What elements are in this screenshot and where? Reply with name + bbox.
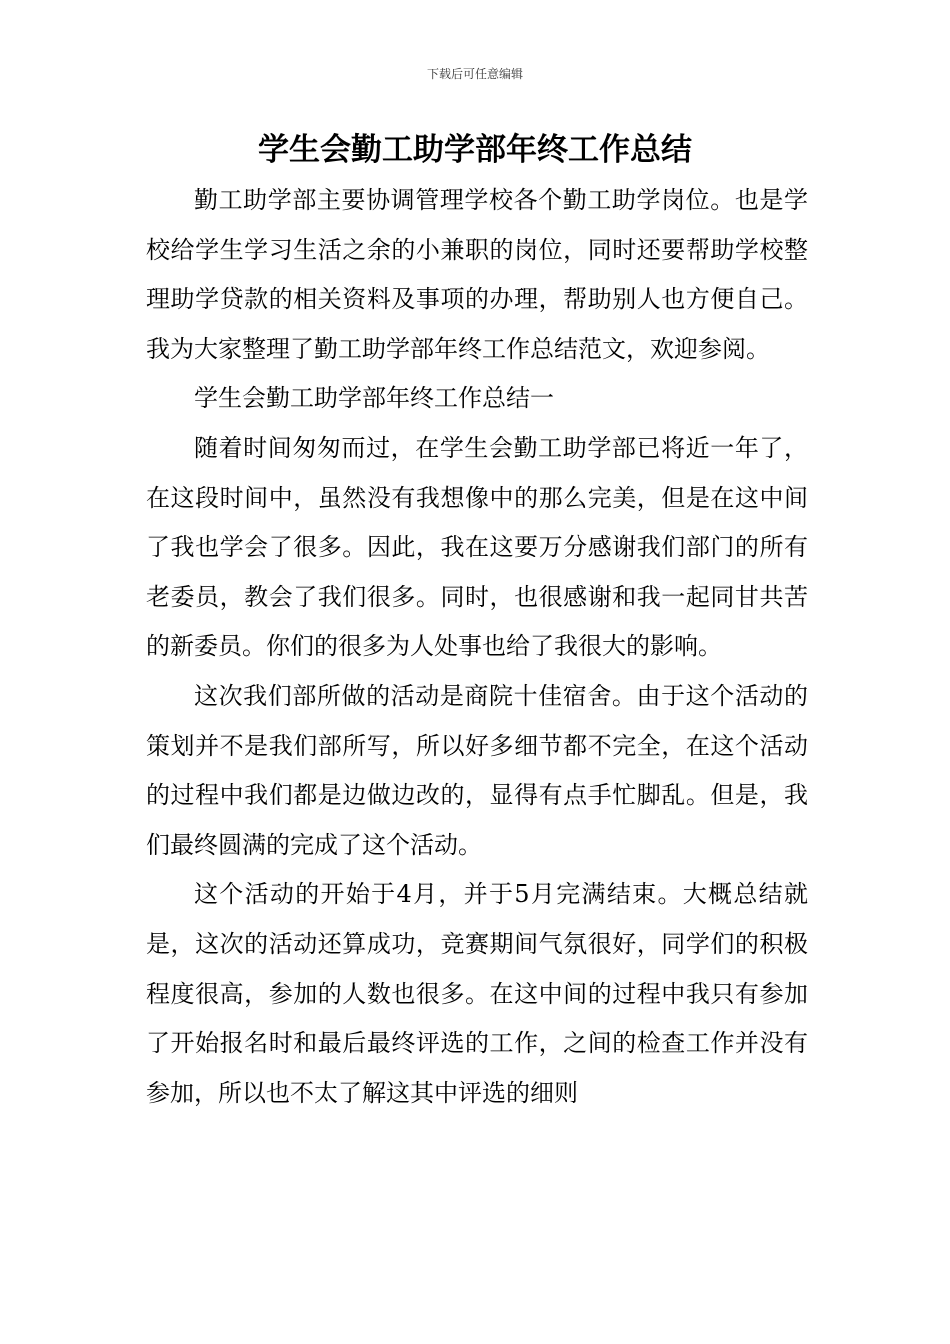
paragraph-intro: 勤工助学部主要协调管理学校各个勤工助学岗位。也是学校给学生学习生活之余的小兼职的岗位，同时还要帮助学校整理助学贷款的相关资料及事项的办理，帮助别人也方便自己。我为大家整理了勤工助学部年终工作总结范文，欢迎参阅。 bbox=[146, 186, 808, 363]
header-note: 下载后可任意编辑 bbox=[426, 67, 523, 81]
section-heading: 学生会勤工助学部年终工作总结一 bbox=[194, 384, 554, 413]
paragraph: 这次我们部所做的活动是商院十佳宿舍。由于这个活动的策划并不是我们部所写，所以好多细节都不完全，在这个活动的过程中我们都是边做边改的，显得有点手忙脚乱。但是，我们最终圆满的完成了这个活动。 bbox=[146, 681, 808, 859]
paragraph: 随着时间匆匆而过，在学生会勤工助学部已将近一年了，在这段时间中，虽然没有我想像中的那么完美，但是在这中间了我也学会了很多。因此，我在这要万分感谢我们部门的所有老委员，教会了我们很多。同时，也很感谢和我一起同甘共苦的新委员。你们的很多为人处事也给了我很大的影响。 bbox=[146, 433, 808, 661]
document-title: 学生会勤工助学部年终工作总结 bbox=[258, 132, 692, 168]
paragraph: 这个活动的开始于4月，并于5月完满结束。大概总结就是，这次的活动还算成功，竞赛期间气氛很好，同学们的积极程度很高，参加的人数也很多。在这中间的过程中我只有参加了开始报名时和最后最终评选的工作，之间的检查工作并没有参加，所以也不太了解这其中评选的细则 bbox=[146, 880, 808, 1107]
document-body bbox=[146, 176, 808, 1118]
